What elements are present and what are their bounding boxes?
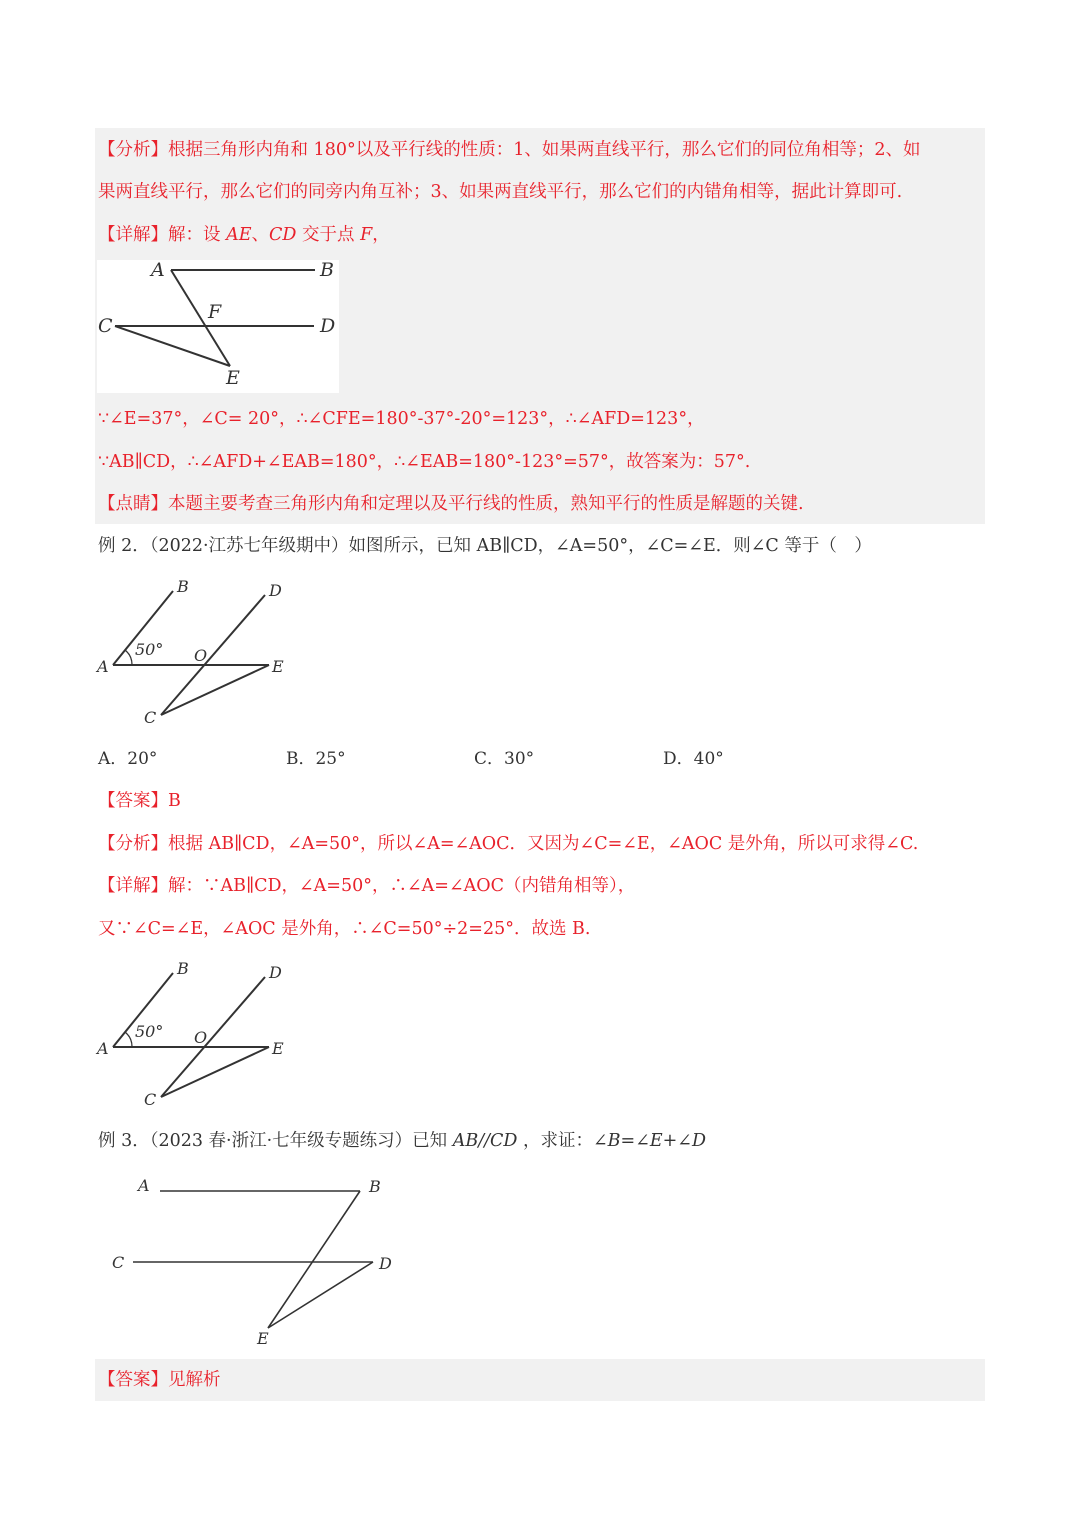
detail-sep: 、: [251, 225, 269, 245]
title-statement: ∠B=∠E+∠D: [593, 1131, 706, 1151]
analysis-text-2: 果两直线平行，那么它们的同旁内角互补；3、如果两直线平行，那么它们的内错角相等，据此计算即可.: [98, 182, 903, 202]
label-a: A: [138, 1176, 150, 1195]
choice-a: A．20°: [98, 749, 158, 769]
detail-tag: 【详解】: [98, 225, 168, 245]
label-b: B: [177, 959, 189, 978]
detail-line: [98, 220, 390, 250]
title-ab: AB//CD: [452, 1131, 518, 1151]
step-2: ∵AB∥CD，∴∠AFD+∠EAB=180°，∴∠EAB=180°-123°=57°，故答案为：57°.: [98, 452, 751, 472]
analysis-text: 根据 AB∥CD，∠A=50°，所以∠A=∠AOC．又因为∠C=∠E，∠AOC 是外角，所以可求得∠C.: [168, 834, 919, 854]
label-c: C: [144, 708, 157, 727]
comment-text: 本题主要考查三角形内角和定理以及平行线的性质，熟知平行的性质是解题的关键.: [168, 494, 804, 514]
segment-cd: [161, 595, 265, 715]
detail-end: ，: [372, 225, 390, 245]
answer-block-3-background: [95, 1359, 985, 1401]
segment-be: [268, 1191, 360, 1328]
label-a: A: [151, 259, 165, 281]
segment-ce: [161, 665, 269, 715]
angle-label: 50°: [135, 1022, 164, 1041]
label-f: F: [208, 301, 222, 323]
angle-a-arc: [125, 1032, 132, 1047]
label-b: B: [177, 577, 189, 596]
analysis-tag: 【分析】: [98, 834, 168, 854]
label-b: B: [320, 259, 334, 281]
angle-label: 50°: [135, 640, 164, 659]
analysis-line-1: [98, 135, 920, 165]
example-3-answer: [98, 1365, 221, 1395]
example-2-detail-1: [98, 871, 635, 901]
label-d: D: [269, 581, 282, 600]
detail-pre: 解：设: [168, 225, 227, 245]
example-3-title: [98, 1126, 706, 1156]
label-c: C: [98, 315, 113, 337]
label-b: B: [369, 1177, 381, 1196]
label-c: C: [144, 1090, 157, 1109]
comment-tag: 【点睛】: [98, 494, 168, 514]
detail-tag: 【详解】: [98, 876, 168, 896]
label-d: D: [379, 1254, 392, 1273]
angle-a-arc: [125, 650, 132, 665]
detail-cd: CD: [269, 225, 297, 245]
figure-2-diagram: [97, 577, 297, 727]
title-pre: 例 3．（2023 春·浙江·七年级专题练习）已知: [98, 1131, 453, 1151]
label-c: C: [112, 1253, 125, 1272]
detail-text-1: 解：∵AB∥CD，∠A=50°，∴∠A=∠AOC（内错角相等），: [168, 876, 636, 896]
answer-value: B: [168, 791, 181, 811]
example-2-answer: [98, 786, 181, 816]
example-2-analysis: [98, 829, 918, 859]
label-d: D: [269, 963, 282, 982]
figure-1-diagram: [97, 260, 339, 393]
analysis-tag: 【分析】: [98, 140, 168, 160]
segment-cd: [161, 977, 265, 1097]
detail-f: F: [360, 225, 373, 245]
answer-tag: 【答案】: [98, 791, 168, 811]
label-o: O: [194, 1028, 208, 1047]
choice-c: C．30°: [474, 749, 535, 769]
analysis-text-1: 根据三角形内角和 180°以及平行线的性质：1、如果两直线平行，那么它们的同位角相等；2、如: [168, 140, 921, 160]
choice-b: B．25°: [286, 749, 346, 769]
figure-2-repeat-diagram: [97, 959, 297, 1109]
answer-value: 见解析: [168, 1370, 221, 1390]
label-d: D: [320, 315, 336, 337]
label-e: E: [257, 1329, 269, 1348]
comment-line: [98, 489, 804, 519]
segment-ce: [161, 1047, 269, 1097]
label-e: E: [226, 367, 240, 389]
analysis-line-2: [98, 177, 902, 207]
label-e: E: [272, 657, 284, 676]
example-2-title: 例 2．（2022·江苏七年级期中）如图所示，已知 AB∥CD，∠A=50°，∠C=∠E．则∠C 等于（ ）: [98, 536, 872, 556]
figure-3-diagram: [105, 1170, 405, 1350]
label-a: A: [97, 657, 109, 676]
detail-ae: AE: [226, 225, 252, 245]
title-mid: ，求证：: [517, 1131, 594, 1151]
answer-tag: 【答案】: [98, 1370, 168, 1390]
label-o: O: [194, 646, 208, 665]
step-1: ∵∠E=37°，∠C= 20°，∴∠CFE=180°-37°-20°=123°，∴∠AFD=123°，: [98, 409, 705, 429]
label-a: A: [97, 1039, 109, 1058]
detail-mid: 交于点: [296, 225, 361, 245]
segment-de: [268, 1262, 373, 1328]
example-2-detail-2: 又∵∠C=∠E，∠AOC 是外角，∴∠C=50°÷2=25°．故选 B.: [98, 919, 591, 939]
label-e: E: [272, 1039, 284, 1058]
choice-d: D．40°: [663, 749, 724, 769]
